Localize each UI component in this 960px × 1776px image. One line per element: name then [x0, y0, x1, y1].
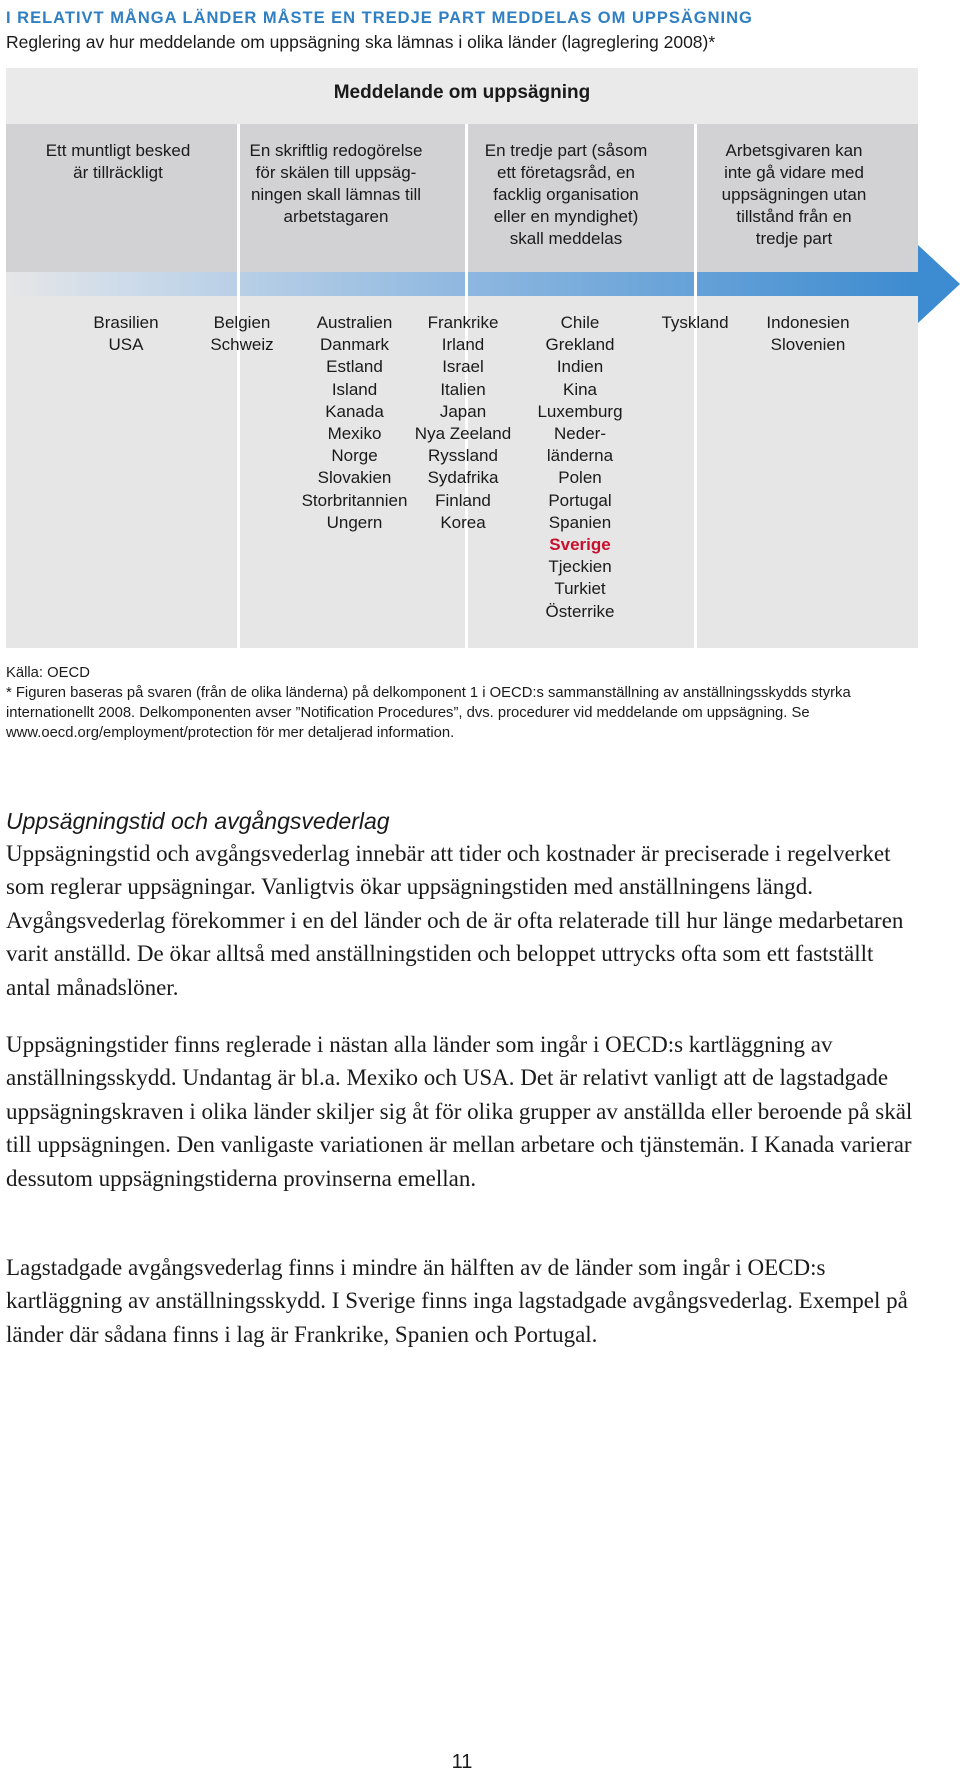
- figure-title: I RELATIVT MÅNGA LÄNDER MÅSTE EN TREDJE PART MEDDELAS OM UPPSÄGNING: [6, 9, 753, 27]
- country-label: Kina: [562, 379, 598, 399]
- country-label: Tyskland: [661, 313, 729, 332]
- column-divider: [694, 124, 697, 648]
- country-label: Slovenien: [770, 335, 846, 355]
- country-label: Indien: [556, 357, 604, 377]
- country-label: länderna: [546, 446, 614, 466]
- country-label: Island: [331, 379, 378, 399]
- country-label: Irland: [441, 335, 485, 355]
- country-column: [520, 312, 640, 623]
- country-label: Schweiz: [210, 335, 274, 355]
- body-paragraph: Uppsägningstid och avgångsvederlag innebär att tider och kostnader är preciserade i regelverket som reglerar uppsägningar. Vanligtvis ökar uppsägningstiden med anställningens längd. Avgångsvederlag förekommer i en del länder och de är ofta relaterade till hur länge medarbetaren varit anställd. De ökar alltså med anställningstiden och beloppet uttrycks ofta som ett fastställt antal månadslöner.: [6, 841, 904, 1000]
- country-label: Tjeckien: [548, 557, 612, 577]
- country-label: Sverige: [549, 535, 611, 555]
- footnote: * Figuren baseras på svaren (från de olika länderna) på delkomponent 1 i OECD:s sammanställning av anställningsskydds styrka internationellt 2008. Delkomponenten avser ”Notification Procedures”, dvs. procedurer vid meddelande om uppsägning. Se www.oecd.org/employment/protection för mer detaljerad information.: [6, 685, 851, 741]
- country-label: Storbritannien: [301, 490, 408, 510]
- header-title: Meddelande om uppsägning: [333, 82, 591, 103]
- country-label: Norge: [331, 446, 378, 466]
- country-label: Luxemburg: [537, 401, 623, 421]
- body-paragraph: Lagstadgade avgångsvederlag finns i mindre än hälften av de länder som ingår i OECD:s kartläggning av anställningsskydd. I Sverige finns inga lagstadgade avgångsvederlag. Exempel på länder där sådana finns i lag är Frankrike, Spanien och Portugal.: [6, 1255, 908, 1347]
- country-label: Frankrike: [427, 313, 499, 332]
- country-label: Polen: [558, 468, 602, 488]
- country-label: Indonesien: [766, 313, 850, 332]
- country-label: Korea: [440, 512, 486, 532]
- country-label: Portugal: [548, 490, 612, 510]
- country-label: Mexiko: [327, 424, 382, 444]
- page-number: 11: [451, 1751, 473, 1773]
- column-divider: [237, 124, 240, 648]
- country-label: Spanien: [548, 512, 612, 532]
- country-label: Turkiet: [554, 579, 606, 599]
- source-note: Källa: OECD: [6, 665, 90, 681]
- country-label: Kanada: [325, 401, 384, 421]
- country-label: Slovakien: [317, 468, 392, 488]
- country-label: Ryssland: [428, 446, 498, 466]
- country-label: Finland: [435, 490, 491, 510]
- country-column: [403, 312, 523, 534]
- country-label: Australien: [316, 313, 393, 332]
- country-label: Sydafrika: [427, 468, 499, 488]
- figure-panel: [6, 68, 918, 648]
- category-third-party-notified: En tredje part (såsom ett företagsråd, en facklig organisation eller en myndighet) skall meddelas: [484, 141, 648, 248]
- country-column: [66, 312, 186, 356]
- country-label: Italien: [440, 379, 486, 399]
- country-label: Österrike: [545, 601, 615, 621]
- category-oral-notice: Ett muntligt besked är tillräckligt: [45, 141, 191, 182]
- category-third-party-permission: Arbetsgivaren kan inte gå vidare med uppsägningen utan tillstånd från en tredje part: [721, 141, 867, 248]
- country-label: Japan: [439, 401, 487, 421]
- country-label: Danmark: [320, 335, 389, 355]
- country-label: Chile: [560, 313, 600, 332]
- country-label: Nya Zeeland: [414, 424, 512, 444]
- body-paragraph: Uppsägningstider finns reglerade i nästan alla länder som ingår i OECD:s kartläggning av anställningsskydd. Undantag är bl.a. Mexiko och USA. Det är relativt vanligt att de lagstadgade uppsägningskraven i olika länder skiljer sig åt för olika grupper av anställda eller beroende på skäl till uppsägningen. Den vanligaste variationen är mellan arbetare och tjänstemän. I Kanada varierar dessutom uppsägningstiderna provinserna emellan.: [6, 1032, 913, 1191]
- country-label: Neder-: [554, 424, 606, 444]
- country-label: Brasilien: [93, 313, 159, 332]
- figure-subtitle: Reglering av hur meddelande om uppsägning ska lämnas i olika länder (lagreglering 2008)*: [6, 32, 716, 52]
- section-heading: Uppsägningstid och avgångsvederlag: [6, 808, 390, 834]
- country-label: USA: [108, 335, 144, 355]
- country-label: Belgien: [213, 313, 271, 332]
- country-label: Ungern: [326, 512, 383, 532]
- country-label: Estland: [326, 357, 383, 377]
- category-written-statement: En skriftlig redogörelse för skälen till uppsäg- ningen skall lämnas till arbetstagaren: [249, 141, 423, 226]
- country-column: [748, 312, 868, 356]
- figure-notes: [6, 663, 926, 743]
- country-label: Grekland: [545, 335, 615, 355]
- country-label: Israel: [442, 357, 484, 377]
- country-column: [635, 312, 755, 334]
